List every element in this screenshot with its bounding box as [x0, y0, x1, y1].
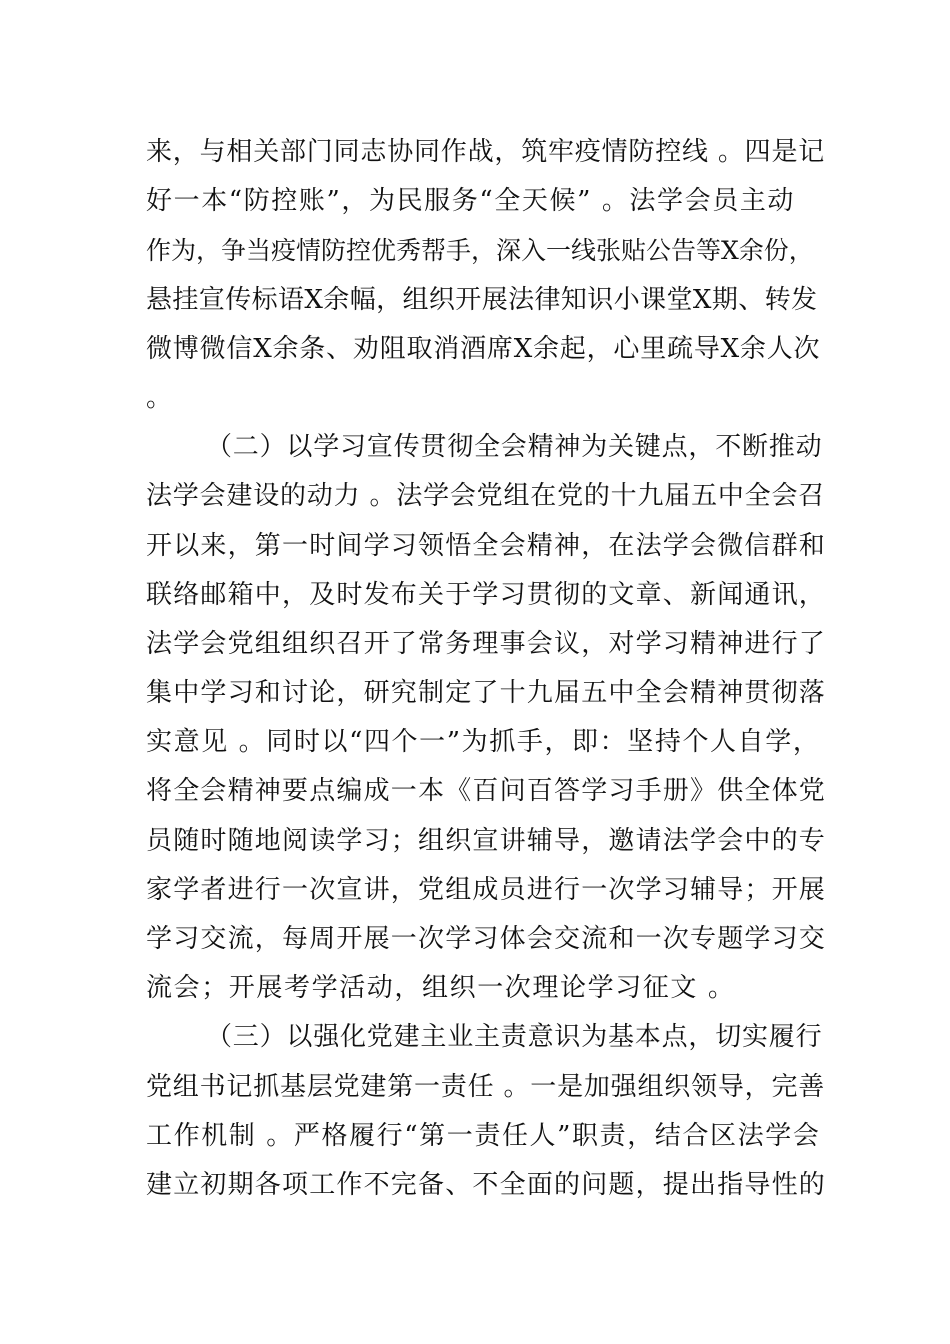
text-line: 联络邮箱中，及时发布关于学习贯彻的文章、新闻通讯，	[146, 579, 827, 610]
text-line: 员随时随地阅读学习；组织宣讲辅导，邀请法学会中的专	[146, 825, 827, 856]
body-text	[146, 128, 826, 1210]
text-line: 将全会精神要点编成一本《百问百答学习手册》供全体党	[146, 776, 827, 807]
text-line: 流会；开展考学活动，组织一次理论学习征文 。	[146, 973, 736, 1004]
text-line: 来，与相关部门同志协同作战，筑牢疫情防控线 。四是记	[146, 137, 826, 167]
text-line: 法学会建设的动力 。法学会党组在党的十九届五中全会召	[146, 481, 826, 512]
text-line: 家学者进行一次宣讲，党组成员进行一次学习辅导；开展	[146, 874, 827, 905]
text-line: 工作机制 。严格履行“第一责任人”职责，结合区法学会	[146, 1120, 821, 1151]
text-line: 法学会党组组织召开了常务理事会议，对学习精神进行了	[146, 628, 827, 659]
text-line: 悬挂宣传标语X余幅，组织开展法律知识小课堂X期、转发	[146, 284, 818, 315]
text-line: （二）以学习宣传贯彻全会精神为关键点，不断推动	[206, 432, 823, 463]
text-line: 好一本“防控账”，为民服务“全天候” 。法学会员主动	[146, 186, 796, 217]
text-line: 微博微信X余条、劝阻取消酒席X余起，心里疏导X余人次	[146, 333, 821, 364]
text-line: 学习交流，每周开展一次学习体会交流和一次专题学习交	[146, 924, 827, 954]
text-line: 。	[146, 382, 174, 413]
text-line: 开以来，第一时间学习领悟全会精神，在法学会微信群和	[146, 530, 827, 561]
text-line: 建立初期各项工作不完备、不全面的问题，提出指导性的	[146, 1169, 827, 1200]
text-line: （三）以强化党建主业主责意识为基本点，切实履行	[206, 1022, 823, 1053]
text-line: 作为，争当疫情防控优秀帮手，深入一线张贴公告等X余份，	[146, 236, 814, 266]
text-line: 实意见 。同时以“四个一”为抓手，即：坚持个人自学，	[146, 727, 821, 758]
text-line: 集中学习和讨论，研究制定了十九届五中全会精神贯彻落	[146, 678, 827, 709]
text-line: 党组书记抓基层党建第一责任 。一是加强组织领导，完善	[146, 1071, 826, 1102]
